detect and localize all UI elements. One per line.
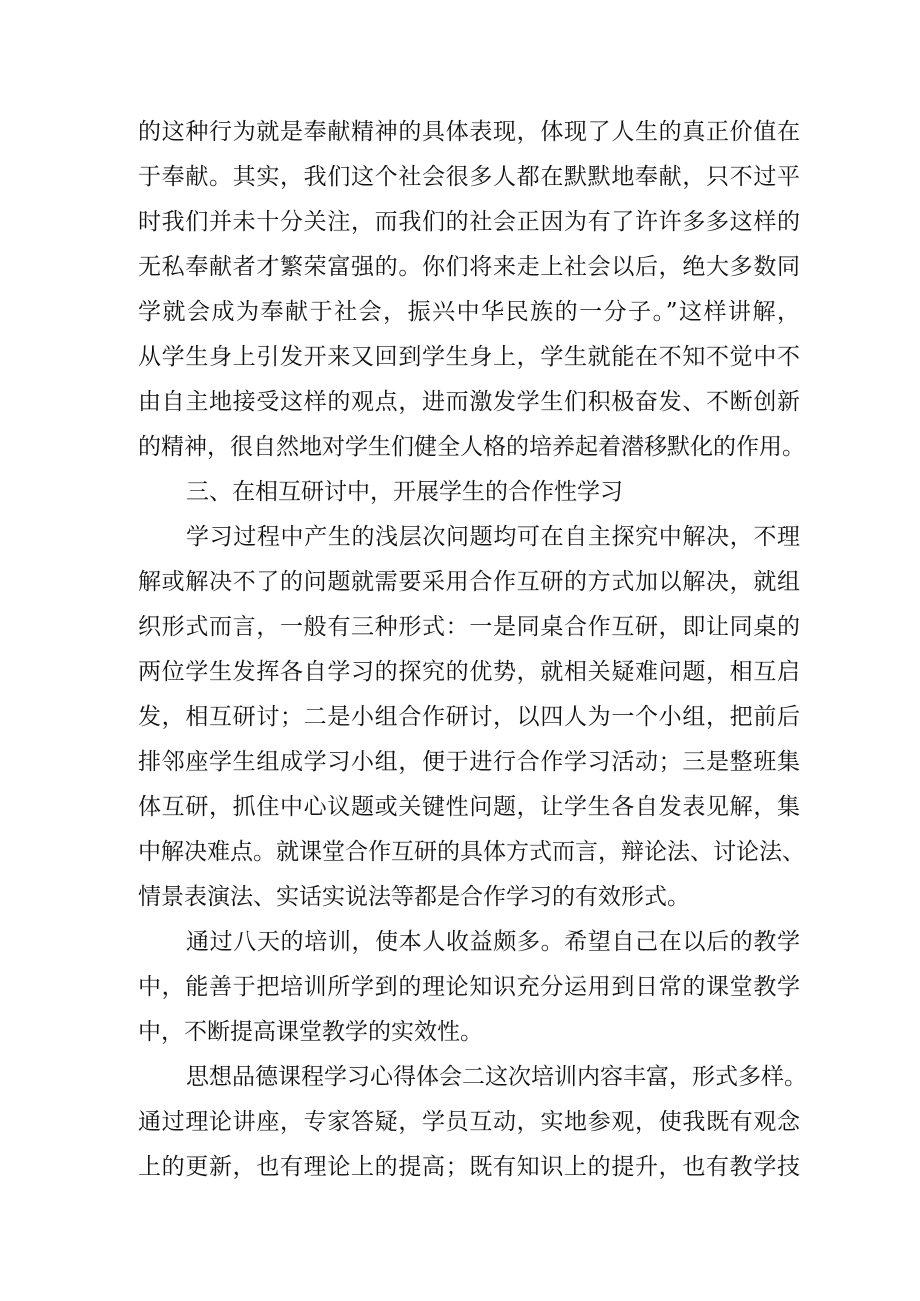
text-line: 由自主地接受这样的观点，进而激发学生们积极奋发、不断创新 bbox=[138, 389, 800, 415]
paragraph-4 bbox=[138, 1055, 807, 1190]
text-line: 学就会成为奉献于社会，振兴中华民族的一分子。”这样讲解， bbox=[138, 299, 800, 325]
document-body bbox=[138, 110, 807, 1190]
text-line: 中，能善于把培训所学到的理论知识充分运用到日常的课堂教学 bbox=[138, 974, 800, 1000]
text-line: 两位学生发挥各自学习的探究的优势，就相关疑难问题，相互启 bbox=[138, 659, 800, 685]
text-line: 通过八天的培训，使本人收益颇多。希望自己在以后的教学 bbox=[186, 929, 800, 955]
text-line: 于奉献。其实，我们这个社会很多人都在默默地奉献，只不过平 bbox=[138, 164, 800, 190]
text-line: 思想品德课程学习心得体会二这次培训内容丰富，形式多样。 bbox=[186, 1064, 807, 1090]
section-heading bbox=[138, 470, 800, 515]
text-line: 的精神，很自然地对学生们健全人格的培养起着潜移默化的作用。 bbox=[138, 434, 805, 460]
text-line: 情景表演法、实话实说法等都是合作学习的有效形式。 bbox=[138, 884, 690, 910]
text-line: 学习过程中产生的浅层次问题均可在自主探究中解决，不理 bbox=[186, 524, 800, 550]
text-line: 时我们并未十分关注，而我们的社会正因为有了许许多多这样的 bbox=[138, 209, 800, 235]
text-line: 上的更新，也有理论上的提高；既有知识上的提升，也有教学技 bbox=[138, 1154, 800, 1180]
text-line: 体互研，抓住中心议题或关键性问题，让学生各自发表见解，集 bbox=[138, 794, 800, 820]
text-line: 织形式而言，一般有三种形式：一是同桌合作互研，即让同桌的 bbox=[138, 614, 800, 640]
paragraph-1 bbox=[138, 110, 805, 470]
text-line: 中解决难点。就课堂合作互研的具体方式而言，辩论法、讨论法、 bbox=[138, 839, 805, 865]
text-line: 发，相互研讨；二是小组合作研讨，以四人为一个小组，把前后 bbox=[138, 704, 800, 730]
text-line: 通过理论讲座，专家答疑，学员互动，实地参观，使我既有观念 bbox=[138, 1109, 800, 1135]
paragraph-3 bbox=[138, 920, 800, 1055]
text-line: 解或解决不了的问题就需要采用合作互研的方式加以解决，就组 bbox=[138, 569, 800, 595]
text-line: 从学生身上引发开来又回到学生身上，学生就能在不知不觉中不 bbox=[138, 344, 800, 370]
text-line: 中，不断提高课堂教学的实效性。 bbox=[138, 1019, 483, 1045]
paragraph-2 bbox=[138, 515, 805, 920]
text-line: 无私奉献者才繁荣富强的。你们将来走上社会以后，绝大多数同 bbox=[138, 254, 800, 280]
text-line: 的这种行为就是奉献精神的具体表现，体现了人生的真正价值在 bbox=[138, 119, 800, 145]
text-line: 排邻座学生组成学习小组，便于进行合作学习活动；三是整班集 bbox=[138, 749, 800, 775]
section-heading-text: 三、在相互研讨中，开展学生的合作性学习 bbox=[186, 479, 623, 505]
